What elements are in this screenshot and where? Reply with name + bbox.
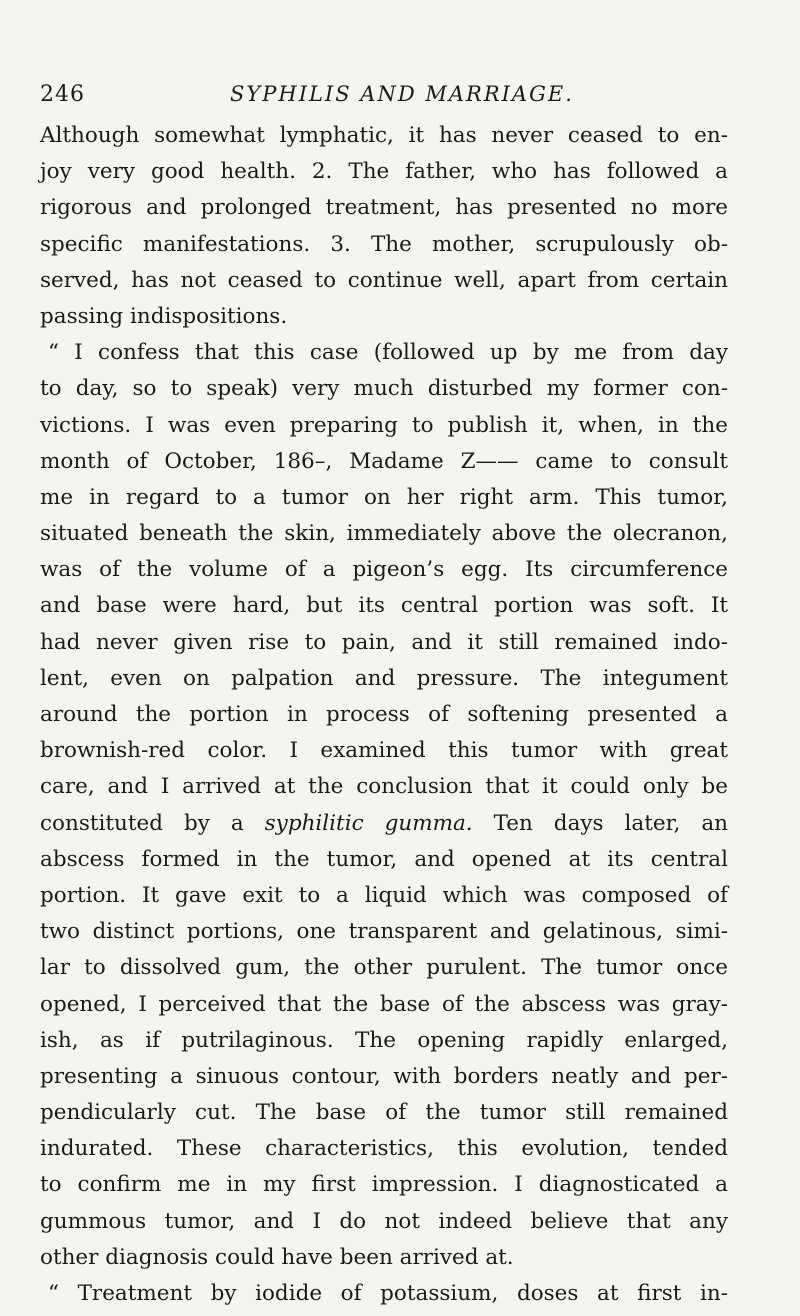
text-line [40, 190, 728, 226]
page-number: 246 [40, 82, 85, 107]
text-line [40, 950, 728, 986]
text-line [40, 516, 728, 552]
text-line [40, 625, 728, 661]
text-line [40, 588, 728, 624]
text-segment: served, has not ceased to continue well, apart from certain [40, 267, 728, 293]
text-line [40, 806, 728, 842]
text-segment: other diagnosis could have been arrived at. [40, 1244, 514, 1270]
text-segment: was of the volume of a pigeon’s egg. Its circumference [40, 557, 728, 583]
text-line [40, 733, 728, 769]
text-segment: had never given rise to pain, and it still remained indo- [40, 629, 728, 655]
text-segment: month of October, 186–, Madame Z—— came to consult [40, 448, 728, 474]
text-segment: indurated. These characteristics, this evolution, tended [40, 1136, 728, 1162]
text-segment: constituted by a [40, 810, 265, 836]
text-segment: “ Treatment by iodide of potassium, doses at first in- [48, 1281, 728, 1306]
text-line [40, 1204, 728, 1240]
text-segment: specific manifestations. 3. The mother, scrupulously ob- [40, 231, 728, 257]
text-segment: abscess formed in the tumor, and opened at its central [40, 846, 728, 872]
text-segment: to confirm me in my first impression. I diagnosticated a [40, 1172, 728, 1198]
text-segment: situated beneath the skin, immediately above the olecranon, [40, 521, 728, 547]
text-segment: “ I confess that this case (followed up by me from day [48, 340, 728, 366]
text-segment: passing indispositions. [40, 303, 288, 329]
text-line [40, 914, 728, 950]
text-line [40, 697, 728, 733]
text-segment: joy very good health. 2. The father, who has followed a [40, 159, 728, 185]
running-title: SYPHILIS AND MARRIAGE. [230, 82, 574, 106]
text-line [40, 661, 728, 697]
text-line [40, 480, 728, 516]
text-line [40, 408, 728, 444]
text-segment: lent, even on palpation and pressure. The integument [40, 665, 728, 691]
text-segment: two distinct portions, one transparent and gelatinous, simi- [40, 919, 728, 945]
text-segment: brownish-red color. I examined this tumor with great [40, 738, 728, 764]
text-segment: around the portion in process of softening presented a [40, 702, 728, 727]
text-line [40, 299, 728, 335]
text-line [40, 335, 728, 371]
italic-text: syphilitic gumma. [264, 810, 473, 836]
text-line [40, 987, 728, 1023]
text-line [40, 842, 728, 878]
text-line [40, 1095, 728, 1131]
text-segment: victions. I was even preparing to publish it, when, in the [40, 412, 728, 438]
text-segment: Ten days later, an [472, 810, 728, 836]
text-line [40, 118, 728, 154]
text-segment: opened, I perceived that the base of the abscess was gray- [40, 991, 728, 1017]
text-line [40, 154, 728, 190]
text-segment: care, and I arrived at the conclusion that it could only be [40, 774, 728, 800]
text-line [40, 1167, 728, 1203]
text-segment: gummous tumor, and I do not indeed believe that any [40, 1208, 728, 1234]
text-segment: lar to dissolved gum, the other purulent. The tumor once [40, 955, 728, 981]
text-segment: to day, so to speak) very much disturbed my former con- [40, 376, 728, 402]
text-line [40, 263, 728, 299]
text-line [40, 1240, 728, 1276]
text-segment: rigorous and prolonged treatment, has presented no more [40, 195, 728, 221]
text-segment: portion. It gave exit to a liquid which was composed of [40, 882, 728, 908]
text-segment: and base were hard, but its central portion was soft. It [40, 593, 728, 619]
text-line [40, 371, 728, 407]
text-line [40, 227, 728, 263]
running-head [0, 82, 800, 122]
text-segment: pendicularly cut. The base of the tumor still remained [40, 1100, 728, 1126]
text-line [40, 444, 728, 480]
text-segment: presenting a sinuous contour, with borders neatly and per- [40, 1063, 728, 1089]
text-line [40, 1023, 728, 1059]
text-segment: me in regard to a tumor on her right arm. This tumor, [40, 484, 728, 510]
text-line [40, 769, 728, 805]
text-segment: ish, as if putrilaginous. The opening rapidly enlarged, [40, 1027, 728, 1053]
text-line [40, 1276, 728, 1312]
text-line [40, 1131, 728, 1167]
text-line [40, 878, 728, 914]
text-line [40, 552, 728, 588]
text-line [40, 1059, 728, 1095]
text-segment: Although somewhat lymphatic, it has never ceased to en- [40, 123, 728, 148]
body-text [40, 118, 728, 1312]
